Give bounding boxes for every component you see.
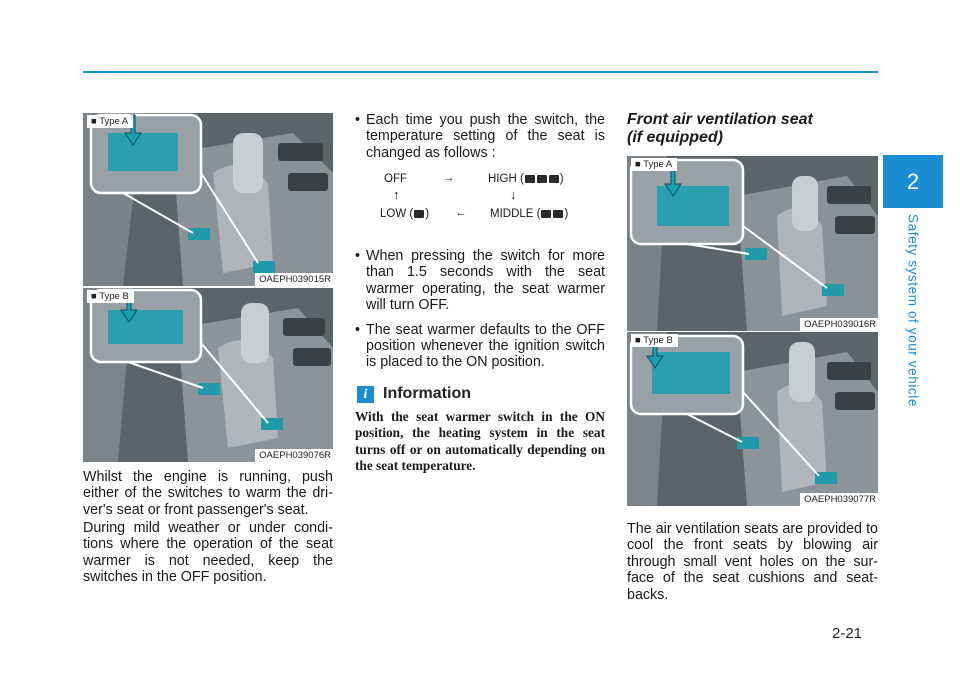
- page-number: 2-21: [832, 625, 863, 642]
- information-body: With the seat warmer switch in the ON position, the heating system in the seat turns off or on automatically depending on the seat temperature.: [355, 409, 605, 474]
- figure-code: OAEPH039016R: [800, 318, 878, 331]
- section-heading: Front air ventilation seat (if equipped): [627, 111, 813, 146]
- arrow-up-icon: ↑: [393, 187, 400, 202]
- figure-code: OAEPH039015R: [255, 273, 333, 286]
- figure-type-label: ■ Type B: [631, 334, 678, 347]
- warmer-operation-paragraph: Whilst the engine is running, push either of the switches to warm the dri- ver's seat or front passenger's seat.: [83, 469, 333, 518]
- figure-code: OAEPH039077R: [800, 493, 878, 506]
- bullet-list-top: [355, 112, 605, 169]
- figure-type-a-seat-warmer: [83, 113, 333, 286]
- list-item: • Each time you push the switch, the temperature setting of the seat is changed as follows :: [355, 112, 605, 161]
- chapter-tab: 2: [883, 155, 943, 208]
- arrow-right-icon: →: [443, 172, 455, 184]
- seat-heat-icon: [537, 175, 547, 183]
- seat-heat-icon: [525, 175, 535, 183]
- figure-type-label: ■ Type B: [87, 290, 134, 303]
- seat-heat-icon: [549, 175, 559, 183]
- state-low: LOW ( ): [380, 208, 430, 220]
- arrow-down-icon: ↓: [510, 187, 517, 202]
- figure-type-b-ventilation: [627, 332, 878, 506]
- temperature-cycle-diagram: [380, 172, 610, 224]
- state-high: HIGH ( ): [488, 173, 564, 185]
- chapter-title: Safety system of your vehicle: [905, 214, 921, 407]
- list-item: • The seat warmer defaults to the OFF position whenever the ignition switch is placed to the ON position.: [355, 321, 605, 371]
- list-item: • When pressing the switch for more than 1.5 seconds with the seat warmer operating, the seat warmer will turn OFF.: [355, 248, 605, 314]
- bullet-list-bottom: [355, 248, 605, 379]
- ventilation-paragraph: The air ventilation seats are provided to cool the front seats by blowing air through small vent holes on the sur- face of the seat cushions and seat- backs.: [627, 521, 878, 603]
- figure-type-label: ■ Type A: [631, 158, 677, 171]
- seat-heat-icon: [414, 210, 424, 218]
- figure-code: OAEPH039076R: [255, 449, 333, 462]
- mild-weather-paragraph: During mild weather or under condi- tions where the operation of the seat warmer is not needed, keep the switches in the OFF position.: [83, 520, 333, 586]
- information-title: Information: [383, 385, 471, 402]
- seat-heat-icon: [541, 210, 551, 218]
- figure-type-b-seat-warmer: [83, 288, 333, 462]
- information-icon: i: [357, 386, 374, 403]
- header-rule: [83, 71, 878, 73]
- state-off: OFF: [384, 173, 407, 185]
- state-middle: MIDDLE ( ): [490, 208, 569, 220]
- seat-heat-icon: [553, 210, 563, 218]
- figure-type-label: ■ Type A: [87, 115, 133, 128]
- arrow-left-icon: ←: [455, 207, 467, 219]
- figure-type-a-ventilation: [627, 156, 878, 331]
